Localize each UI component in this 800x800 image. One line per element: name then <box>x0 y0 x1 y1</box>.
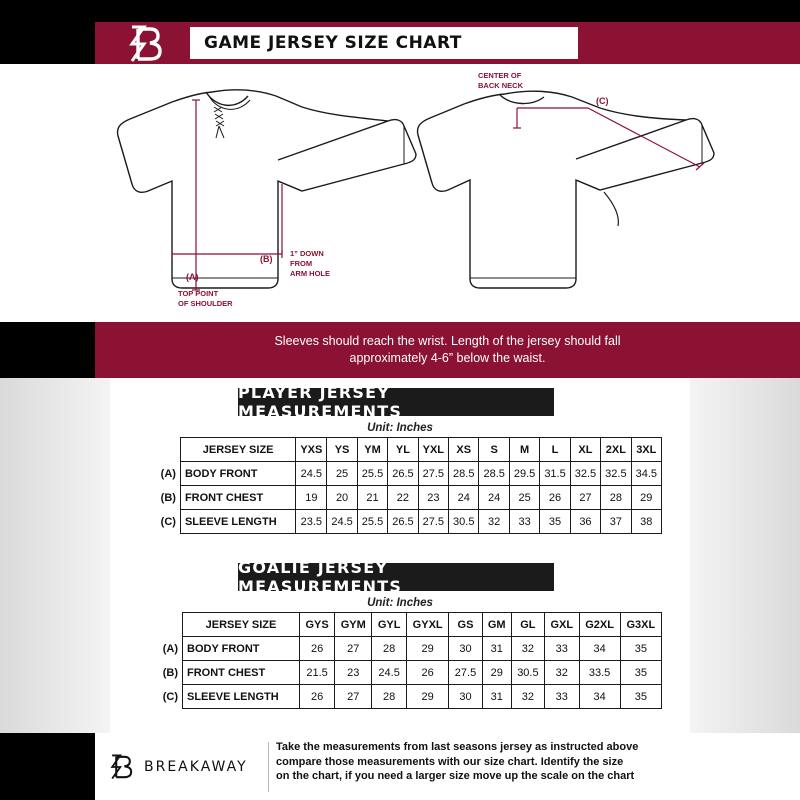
player-row-2-name: SLEEVE LENGTH <box>180 510 295 534</box>
goalie-size-header-4: GS <box>449 613 482 637</box>
goalie-row-0-val-0: 26 <box>300 637 335 661</box>
player-row-1-tag: (B) <box>160 491 176 504</box>
goalie-row-1-val-6: 30.5 <box>511 661 544 685</box>
goalie-row-0-val-5: 31 <box>482 637 511 661</box>
footer-brand-name: BREAKAWAY <box>144 759 248 775</box>
player-row-2-val-11: 38 <box>631 510 661 534</box>
player-row-1-val-4: 23 <box>418 486 448 510</box>
goalie-row-2-val-5: 31 <box>482 685 511 709</box>
player-row-0-val-7: 29.5 <box>509 462 539 486</box>
callout-b-label: (B) <box>260 254 273 264</box>
goalie-row-1-val-4: 27.5 <box>449 661 482 685</box>
goalie-row-2-val-4: 30 <box>449 685 482 709</box>
player-row-0-val-3: 26.5 <box>388 462 418 486</box>
goalie-section-title: GOALIE JERSEY MEASUREMENTS <box>238 558 403 596</box>
goalie-row-2-val-2: 28 <box>372 685 407 709</box>
footer-divider <box>268 742 269 792</box>
goalie-size-header-0: GYS <box>300 613 335 637</box>
player-unit-label: Unit: Inches <box>367 422 433 434</box>
goalie-row-1-val-7: 32 <box>545 661 580 685</box>
player-row-2-val-4: 27.5 <box>418 510 448 534</box>
player-row-0-val-11: 34.5 <box>631 462 661 486</box>
goalie-row-0-val-8: 34 <box>579 637 620 661</box>
footer-line-1: Take the measurements from last seasons jersey as instructed above <box>276 741 639 753</box>
table-row <box>138 685 662 709</box>
player-row-2-val-3: 26.5 <box>388 510 418 534</box>
table-header-row <box>138 438 662 462</box>
callout-c-text-1: CENTER OF <box>478 71 522 80</box>
player-measurements-table <box>138 437 662 534</box>
size-header-3: YL <box>388 438 418 462</box>
goalie-row-2-tag: (C) <box>162 690 178 703</box>
goalie-size-header-2: GYL <box>372 613 407 637</box>
player-row-1-val-0: 19 <box>296 486 327 510</box>
player-row-1-val-6: 24 <box>479 486 509 510</box>
goalie-row-2-val-3: 29 <box>406 685 449 709</box>
goalie-row-1-val-1: 23 <box>335 661 372 685</box>
goalie-size-header-7: GXL <box>545 613 580 637</box>
goalie-row-0-val-1: 27 <box>335 637 372 661</box>
player-row-2-val-1: 24.5 <box>327 510 357 534</box>
info-bar <box>95 322 800 378</box>
goalie-row-2-val-6: 32 <box>511 685 544 709</box>
table-row <box>138 510 662 534</box>
player-row-1-name: FRONT CHEST <box>180 486 295 510</box>
callout-c-label: (C) <box>596 96 609 106</box>
player-section-title: PLAYER JERSEY MEASUREMENTS <box>238 383 403 421</box>
size-header-11: 3XL <box>631 438 661 462</box>
info-bar-line-2: approximately 4-6” below the waist. <box>349 351 546 365</box>
player-row-2-val-8: 35 <box>540 510 570 534</box>
goalie-tag-col-header <box>138 613 183 637</box>
size-header-2: YM <box>357 438 387 462</box>
player-row-1-val-7: 25 <box>509 486 539 510</box>
size-header-7: M <box>509 438 539 462</box>
top-black-band <box>0 0 800 22</box>
goalie-size-header-3: GYXL <box>406 613 449 637</box>
callout-c-text-2: BACK NECK <box>478 81 523 90</box>
goalie-row-0-val-2: 28 <box>372 637 407 661</box>
player-row-0-val-9: 32.5 <box>570 462 600 486</box>
goalie-size-header-6: GL <box>511 613 544 637</box>
table-row <box>138 637 662 661</box>
callout-b-text-1: 1” DOWN <box>290 249 324 258</box>
goalie-row-0-val-7: 33 <box>545 637 580 661</box>
player-row-1-val-8: 26 <box>540 486 570 510</box>
player-row-2-val-7: 33 <box>509 510 539 534</box>
table-header-row <box>138 613 662 637</box>
goalie-row-1-val-0: 21.5 <box>300 661 335 685</box>
goalie-section-title-bar <box>238 558 554 596</box>
footer-instructions <box>276 740 700 784</box>
size-label-header: JERSEY SIZE <box>180 438 295 462</box>
player-row-2-val-6: 32 <box>479 510 509 534</box>
jersey-illustrations <box>0 64 800 322</box>
info-bar-line-1: Sleeves should reach the wrist. Length of the jersey should fall <box>274 334 621 348</box>
size-header-6: S <box>479 438 509 462</box>
goalie-row-1-val-3: 26 <box>406 661 449 685</box>
goalie-row-2-val-9: 35 <box>620 685 661 709</box>
footer-brand <box>104 745 264 789</box>
goalie-row-2-val-8: 34 <box>579 685 620 709</box>
player-row-0-val-10: 32.5 <box>601 462 631 486</box>
callout-b-text-3: ARM HOLE <box>290 269 330 278</box>
player-row-0-tag: (A) <box>160 467 176 480</box>
goalie-row-1-val-8: 33.5 <box>579 661 620 685</box>
goalie-row-2-val-7: 33 <box>545 685 580 709</box>
goalie-row-1-tag: (B) <box>162 666 178 679</box>
goalie-row-1-val-9: 35 <box>620 661 661 685</box>
goalie-size-header-1: GYM <box>335 613 372 637</box>
size-header-1: YS <box>327 438 357 462</box>
goalie-row-0-val-6: 32 <box>511 637 544 661</box>
player-row-1-val-9: 27 <box>570 486 600 510</box>
goalie-unit-label: Unit: Inches <box>367 597 433 609</box>
size-header-0: YXS <box>296 438 327 462</box>
page-title: GAME JERSEY SIZE CHART <box>204 33 462 53</box>
goalie-row-2-val-1: 27 <box>335 685 372 709</box>
footer-line-2: compare those measurements with our size chart. Identify the size <box>276 755 624 768</box>
goalie-size-header-9: G3XL <box>620 613 661 637</box>
goalie-row-0-val-4: 30 <box>449 637 482 661</box>
size-header-4: YXL <box>418 438 448 462</box>
player-row-0-val-6: 28.5 <box>479 462 509 486</box>
goalie-row-0-tag: (A) <box>162 642 178 655</box>
player-row-0-val-0: 24.5 <box>296 462 327 486</box>
size-header-8: L <box>540 438 570 462</box>
player-row-1-val-5: 24 <box>449 486 479 510</box>
player-row-2-val-2: 25.5 <box>357 510 387 534</box>
goalie-row-0-val-9: 35 <box>620 637 661 661</box>
goalie-row-2-val-0: 26 <box>300 685 335 709</box>
player-row-0-val-4: 27.5 <box>418 462 448 486</box>
player-row-2-val-5: 30.5 <box>449 510 479 534</box>
goalie-row-1-val-5: 29 <box>482 661 511 685</box>
goalie-size-header-8: G2XL <box>579 613 620 637</box>
footer-line-3: on the chart, if you need a larger size move up the scale on the chart <box>276 770 635 782</box>
player-row-2-val-10: 37 <box>601 510 631 534</box>
callout-a-text-1: TOP POINT <box>178 289 219 298</box>
page-title-box <box>190 27 578 59</box>
player-row-2-val-0: 23.5 <box>296 510 327 534</box>
player-row-2-tag: (C) <box>160 515 176 528</box>
player-row-0-val-5: 28.5 <box>449 462 479 486</box>
player-row-2-val-9: 36 <box>570 510 600 534</box>
callout-a-label: (A) <box>186 272 199 282</box>
jersey-diagram-panel <box>0 64 800 322</box>
player-row-1-val-3: 22 <box>388 486 418 510</box>
table-row <box>138 486 662 510</box>
breakaway-b-logo-icon <box>120 25 170 63</box>
goalie-row-1-val-2: 24.5 <box>372 661 407 685</box>
callout-a-text-2: OF SHOULDER <box>178 299 233 308</box>
player-row-1-val-1: 20 <box>327 486 357 510</box>
size-header-10: 2XL <box>601 438 631 462</box>
player-row-0-val-2: 25.5 <box>357 462 387 486</box>
player-row-0-name: BODY FRONT <box>180 462 295 486</box>
goalie-measurements-table <box>138 612 662 709</box>
player-section-title-bar <box>238 383 554 421</box>
callout-b-text-2: FROM <box>290 259 313 268</box>
goalie-size-label-header: JERSEY SIZE <box>183 613 300 637</box>
size-header-5: XS <box>449 438 479 462</box>
goalie-row-0-val-3: 29 <box>406 637 449 661</box>
goalie-row-2-name: SLEEVE LENGTH <box>183 685 300 709</box>
player-row-1-val-2: 21 <box>357 486 387 510</box>
player-row-1-val-10: 28 <box>601 486 631 510</box>
breakaway-footer-logo-icon <box>104 750 138 784</box>
table-row <box>138 462 662 486</box>
goalie-row-1-name: FRONT CHEST <box>183 661 300 685</box>
goalie-size-header-5: GM <box>482 613 511 637</box>
goalie-row-0-name: BODY FRONT <box>183 637 300 661</box>
player-row-0-val-1: 25 <box>327 462 357 486</box>
size-header-9: XL <box>570 438 600 462</box>
table-row <box>138 661 662 685</box>
player-row-1-val-11: 29 <box>631 486 661 510</box>
tag-col-header <box>138 438 180 462</box>
player-row-0-val-8: 31.5 <box>540 462 570 486</box>
